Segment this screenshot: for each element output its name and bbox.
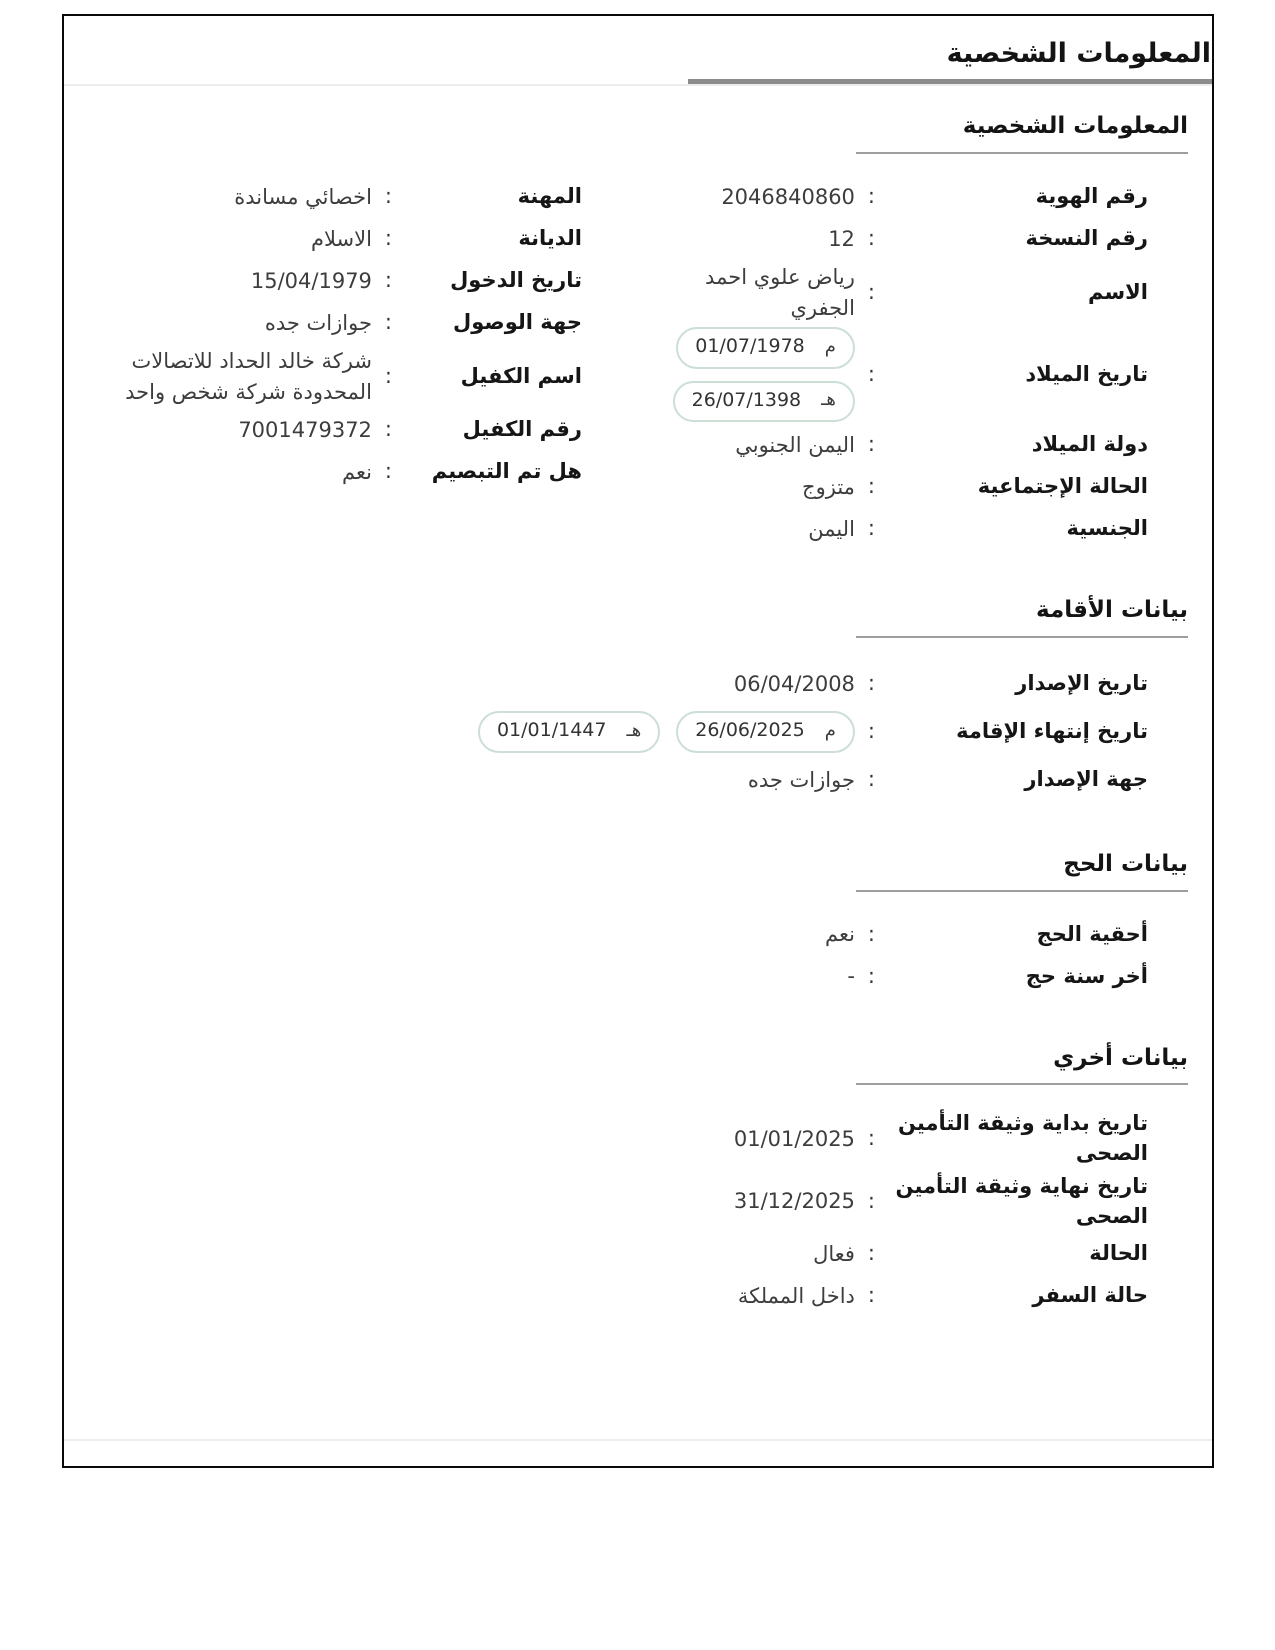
field-value: رياض علوي احمد الجفري [705,265,855,320]
field-row-sponsor-number [88,409,582,451]
field-label: هل تم التبصيم [431,459,582,484]
field-value: 31/12/2025 [733,1189,855,1214]
field-value: متزوج [802,474,855,499]
field-label: حالة السفر [1032,1283,1148,1308]
colon-separator: : [867,767,875,792]
field-row-issue-date [88,660,1148,708]
colon-separator: : [867,1188,875,1213]
section-residence-data [88,596,1188,804]
field-value: 06/04/2008 [733,671,855,696]
field-label: الحالة [1089,1241,1148,1266]
gregorian-era-mark: م [824,335,836,357]
field-row-fingerprinted [88,451,582,493]
personal-info-grid [88,176,1188,550]
field-value: جوازات جده [747,767,855,792]
field-label: الديانة [518,226,582,251]
colon-separator: : [384,184,392,209]
residence-rows [88,660,1188,804]
hijri-date-value: 26/07/1398 [691,388,802,411]
card-header [64,16,1212,86]
section-other-data [88,1044,1188,1317]
personal-info-column-right [640,176,1148,550]
field-label: الاسم [1088,279,1148,304]
field-label: تاريخ بداية وثيقة التأمين الصحى [897,1111,1148,1165]
card-footer [64,1439,1212,1466]
section-hajj-data [88,850,1188,998]
field-label: أحقية الحج [1036,921,1148,946]
gregorian-date-pill [676,327,855,369]
field-row-sponsor-name [88,344,582,409]
hijri-date-value: 01/01/1447 [496,719,607,742]
section-heading: بيانات الحج [856,850,1188,892]
colon-separator: : [867,963,875,988]
colon-separator: : [384,226,392,251]
field-row-insurance-start [88,1107,1148,1170]
gregorian-date-pill [676,711,855,753]
colon-separator: : [867,516,875,541]
colon-separator: : [867,361,875,386]
colon-separator: : [867,921,875,946]
field-value: الاسلام [310,226,372,251]
colon-separator: : [384,417,392,442]
field-label: تاريخ إنتهاء الإقامة [956,719,1148,744]
other-rows [88,1107,1188,1317]
field-label: تاريخ الدخول [450,268,582,293]
field-value: اليمن الجنوبي [735,432,855,457]
field-value: داخل المملكة [737,1283,855,1308]
colon-separator: : [384,268,392,293]
colon-separator: : [867,184,875,209]
field-row-name [640,260,1148,325]
field-row-birth-country [640,424,1148,466]
field-label: رقم الهوية [1035,184,1148,209]
title-underline [688,79,1212,84]
field-label: جهة الإصدار [1024,767,1148,792]
field-label: دولة الميلاد [1031,432,1148,457]
field-label: اسم الكفيل [460,363,582,388]
field-value: - [847,964,855,989]
field-label: الجنسية [1066,516,1148,541]
colon-separator: : [867,1283,875,1308]
field-value: شركة خالد الحداد للاتصالات المحدودة شركة شخص واحد [125,349,372,404]
expiry-date-pills [88,711,855,753]
field-row-occupation [88,176,582,218]
field-value: 12 [828,226,855,251]
field-row-nationality [640,508,1148,550]
field-value: فعال [813,1241,855,1266]
gregorian-era-mark: م [824,719,836,741]
field-label: تاريخ الإصدار [1015,671,1148,696]
field-value: جوازات جده [264,310,372,335]
field-label: المهنة [517,184,582,209]
colon-separator: : [867,1241,875,1266]
field-label: الحالة الإجتماعية [977,474,1148,499]
birth-date-pills [640,327,855,422]
field-row-hajj-eligibility [88,914,1148,956]
field-row-marital-status [640,466,1148,508]
section-heading: المعلومات الشخصية [856,112,1188,154]
field-row-birth-date [640,325,1148,424]
hijri-era-mark: هـ [626,719,642,741]
field-label: تاريخ الميلاد [1025,361,1148,386]
field-label: أخر سنة حج [1025,963,1148,988]
field-row-travel-status [88,1275,1148,1317]
colon-separator: : [867,432,875,457]
colon-separator: : [384,310,392,335]
field-value [88,711,855,753]
hijri-date-pill [478,711,660,753]
field-label: رقم الكفيل [462,417,582,442]
section-personal-info [88,112,1188,550]
colon-separator: : [384,363,392,388]
field-value: 2046840860 [721,184,855,209]
colon-separator: : [867,279,875,304]
field-label: تاريخ نهاية وثيقة التأمين الصحى [895,1174,1148,1228]
colon-separator: : [867,719,875,744]
field-value: 7001479372 [238,417,372,442]
field-value: اليمن [808,516,855,541]
field-row-issue-place [88,756,1148,804]
field-row-entry-date [88,260,582,302]
field-label: رقم النسخة [1025,226,1148,251]
section-heading: بيانات أخري [856,1044,1188,1086]
colon-separator: : [384,459,392,484]
gregorian-date-value: 26/06/2025 [695,719,805,742]
field-value [640,327,855,422]
field-row-religion [88,218,582,260]
section-heading: بيانات الأقامة [856,596,1188,638]
field-row-status [88,1233,1148,1275]
field-value: نعم [341,459,372,484]
hijri-era-mark: هـ [821,389,836,411]
page-title: المعلومات الشخصية [946,38,1211,69]
colon-separator: : [867,474,875,499]
field-row-insurance-end [88,1170,1148,1233]
colon-separator: : [867,1126,875,1151]
field-label: جهة الوصول [453,310,582,335]
hajj-rows [88,914,1188,998]
personal-information-card [62,14,1214,1468]
field-row-last-hajj-year [88,956,1148,998]
field-row-residence-expiry [88,708,1148,756]
field-value: نعم [824,922,855,947]
field-row-arrival-port [88,302,582,344]
hijri-date-pill [673,381,855,423]
personal-info-column-left [88,176,582,493]
field-value: 01/01/2025 [733,1126,855,1151]
field-row-copy-number [640,218,1148,260]
card-body [64,112,1212,1439]
gregorian-date-value: 01/07/1978 [695,335,805,358]
colon-separator: : [867,226,875,251]
field-row-national-id [640,176,1148,218]
field-value: 15/04/1979 [250,268,372,293]
field-value: اخصائي مساندة [234,184,372,209]
colon-separator: : [867,671,875,696]
